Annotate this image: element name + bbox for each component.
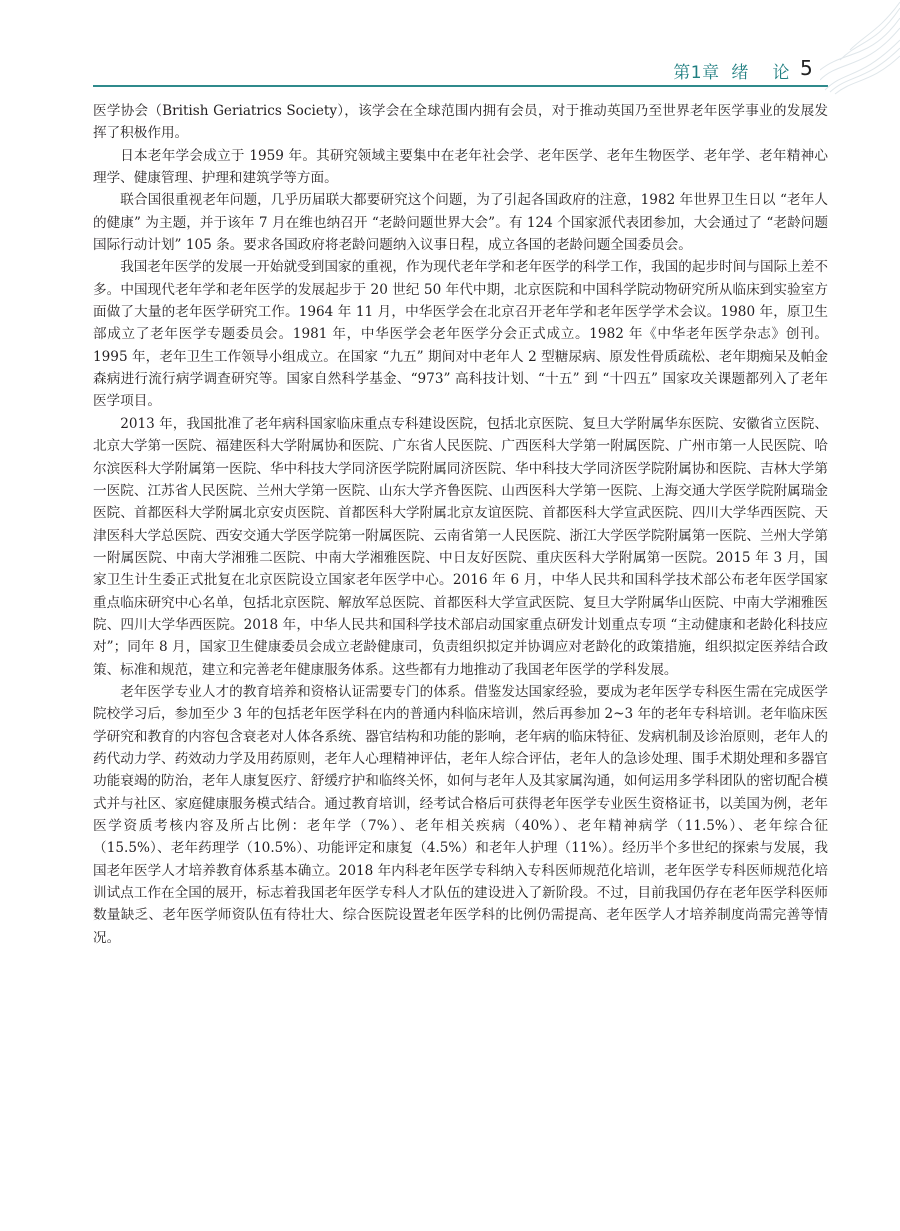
paragraph: 老年医学专业人才的教育培养和资格认证需要专门的体系。借鉴发达国家经验，要成为老年医学专科医生需在完成医学院校学习后，参加至少 3 年的包括老年医学科在内的普通内科临床培训，然后再参加 2~3 年的老年专科培训。老年临床医学研究和教育的内容包含衰老对人体各系统、器官结构和功能的影响，老年病的临床特征、发病机制及诊治原则，老年人的药代动力学、药效动力学及用药原则，老年人心理精神评估，老年人综合评估，老年人的急诊处理、围手术期处理和多器官功能衰竭的防治，老年人康复医疗、舒缓疗护和临终关怀，如何与老年人及其家属沟通，如何运用多学科团队的密切配合模式并与社区、家庭健康服务模式结合。通过教育培训，经考试合格后可获得老年医学专业医生资格证书，以美国为例，老年医学资质考核内容及所占比例：老年学（7%）、老年相关疾病（40%）、老年精神病学（11.5%）、老年综合征（15.5%）、老年药理学（10.5%）、功能评定和康复（4.5%）和老年人护理（11%）。经历半个多世纪的探索与发展，我国老年医学人才培养教育体系基本确立。2018 年内科老年医学专科纳入专科医师规范化培训，老年医学专科医师规范化培训试点工作在全国的展开，标志着我国老年医学专科人才队伍的建设进入了新阶段。不过，目前我国仍存在老年医学科医师数量缺乏、老年医学师资队伍有待壮大、综合医院设置老年医学科的比例仍需提高、老年医学人才培养制度尚需完善等情况。 [93,683,828,946]
paragraph: 我国老年医学的发展一开始就受到国家的重视，作为现代老年学和老年医学的科学工作，我国的起步时间与国际上差不多。中国现代老年学和老年医学的发展起步于 20 世纪 50 年代中期，北京医院和中国科学院动物研究所从临床到实验室方面做了大量的老年医学研究工作。1964 年 11 月，中华医学会在北京召开老年学和老年医学学术会议。1980 年，原卫生部成立了老年医学专题委员会。1981 年，中华医学会老年医学分会正式成立。1982 年《中华老年医学杂志》创刊。1995 年，老年卫生工作领导小组成立。在国家 “九五” 期间对中老年人 2 型糖尿病、原发性骨质疏松、老年期痴呆及帕金森病进行流行病学调查研究等。国家自然科学基金、“973” 高科技计划、“十五” 到 “十四五” 国家攻关课题都列入了老年医学项目。 [93,259,828,410]
body-text [93,100,828,949]
header-rule [93,85,828,87]
wave-decoration-icon [820,0,900,95]
paragraph: 日本老年学会成立于 1959 年。其研究领域主要集中在老年社会学、老年医学、老年生物医学、老年学、老年精神心理学、健康管理、护理和建筑学等方面。 [93,147,828,187]
paragraph: 2013 年，我国批准了老年病科国家临床重点专科建设医院，包括北京医院、复旦大学附属华东医院、安徽省立医院、北京大学第一医院、福建医科大学附属协和医院、广东省人民医院、广西医科大学第一附属医院、广州市第一人民医院、哈尔滨医科大学附属第一医院、华中科技大学同济医学院附属同济医院、华中科技大学同济医学院附属协和医院、吉林大学第一医院、江苏省人民医院、兰州大学第一医院、山东大学齐鲁医院、山西医科大学第一医院、上海交通大学医学院附属瑞金医院、首都医科大学附属北京安贞医院、首都医科大学附属北京友谊医院、首都医科大学宣武医院、四川大学华西医院、天津医科大学总医院、西安交通大学医学院第一附属医院、云南省第一人民医院、浙江大学医学院附属第一医院、兰州大学第一附属医院、中南大学湘雅二医院、中南大学湘雅医院、中日友好医院、重庆医科大学附属第一医院。2015 年 3 月，国家卫生计生委正式批复在北京医院设立国家老年医学中心。2016 年 6 月，中华人民共和国科学技术部公布老年医学国家重点临床研究中心名单，包括北京医院、解放军总医院、首都医科大学宣武医院、复旦大学附属华山医院、中南大学湘雅医院、四川大学华西医院。2018 年，中华人民共和国科学技术部启动国家重点研发计划重点专项 “主动健康和老龄化科技应对”；同年 8 月，国家卫生健康委员会成立老龄健康司，负责组织拟定并协调应对老龄化的政策措施，组织拟定医养结合政策、标准和规范，建立和完善老年健康服务体系。这些都有力地推动了我国老年医学的学科发展。 [93,415,828,678]
page-header [0,0,900,90]
paragraph: 联合国很重视老年问题，几乎历届联大都要研究这个问题，为了引起各国政府的注意，1982 年世界卫生日以 “老年人的健康” 为主题，并于该年 7 月在维也纳召开 “老龄问题世界大会”。有 124 个国家派代表团参加，大会通过了 “老龄问题国际行动计划” 105 条。要求各国政府将老龄问题纳入议事日程，成立各国的老龄问题全国委员会。 [93,192,828,254]
chapter-title: 第1章 绪 论 [673,63,790,83]
page-number: 5 [800,56,813,80]
paragraph: 医学协会（British Geriatrics Society），该学会在全球范围内拥有会员，对于推动英国乃至世界老年医学事业的发展发挥了积极作用。 [93,103,828,142]
